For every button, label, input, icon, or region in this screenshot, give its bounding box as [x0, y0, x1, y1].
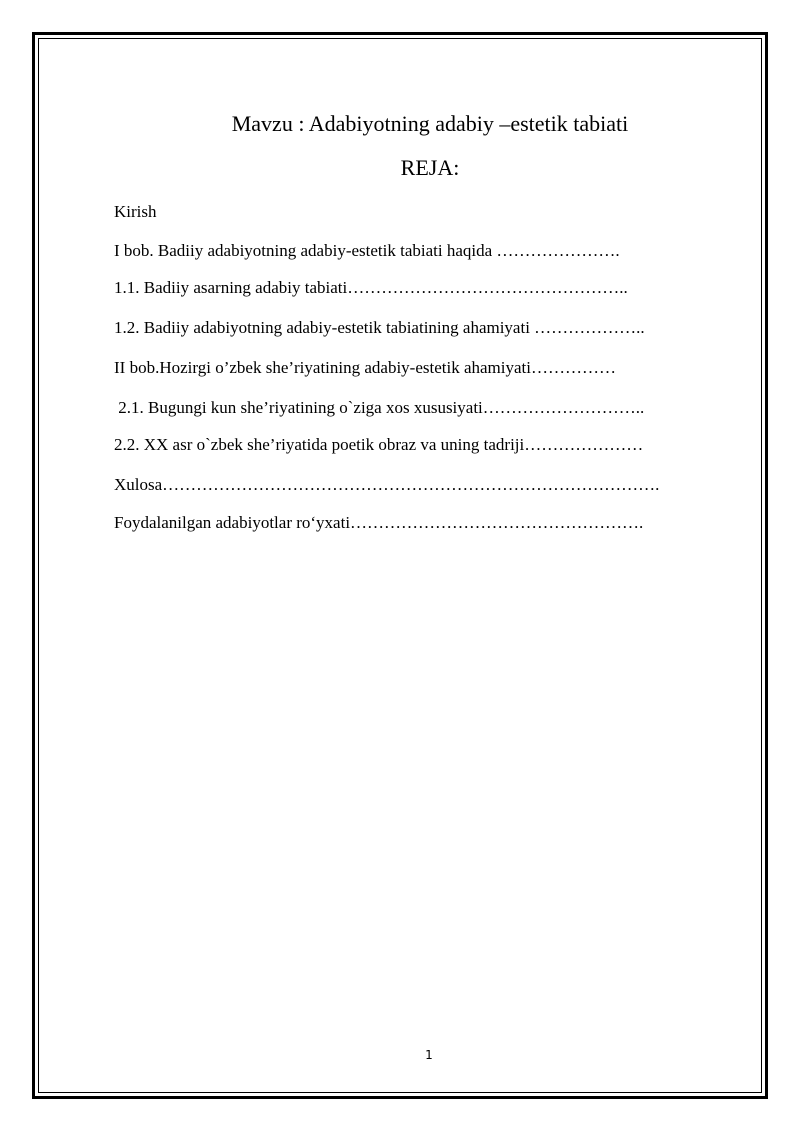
- outline-item-conclusion: Xulosa…………………………………………………………………………….: [114, 475, 660, 494]
- outline-item-section-1-1: 1.1. Badiiy asarning adabiy tabiati…………………………………………..: [114, 278, 628, 297]
- outline-item-chapter-1: I bob. Badiiy adabiyotning adabiy-estetik tabiati haqida ………………….: [114, 241, 620, 260]
- outline-item-section-1-2: 1.2. Badiiy adabiyotning adabiy-estetik tabiatining ahamiyati ………………..: [114, 318, 645, 337]
- page-number: 1: [425, 1048, 433, 1062]
- outline-item-introduction: Kirish: [114, 202, 157, 221]
- document-title: Mavzu : Adabiyotning adabiy –estetik tabiati: [231, 111, 629, 136]
- outline-item-chapter-2: II bob.Hozirgi o’zbek she’riyatining adabiy-estetik ahamiyati……………: [114, 358, 616, 377]
- outline-item-section-2-1: 2.1. Bugungi kun she’riyatining o`ziga xos xususiyati………………………..: [114, 398, 645, 417]
- outline-item-section-2-2: 2.2. XX asr o`zbek she’riyatida poetik obraz va uning tadriji…………………: [114, 435, 644, 454]
- plan-heading: REJA:: [400, 155, 460, 180]
- page-border-inner: [38, 38, 762, 1093]
- outline-item-references: Foydalanilgan adabiyotlar ro‘yxati…………………………………………….: [114, 513, 644, 532]
